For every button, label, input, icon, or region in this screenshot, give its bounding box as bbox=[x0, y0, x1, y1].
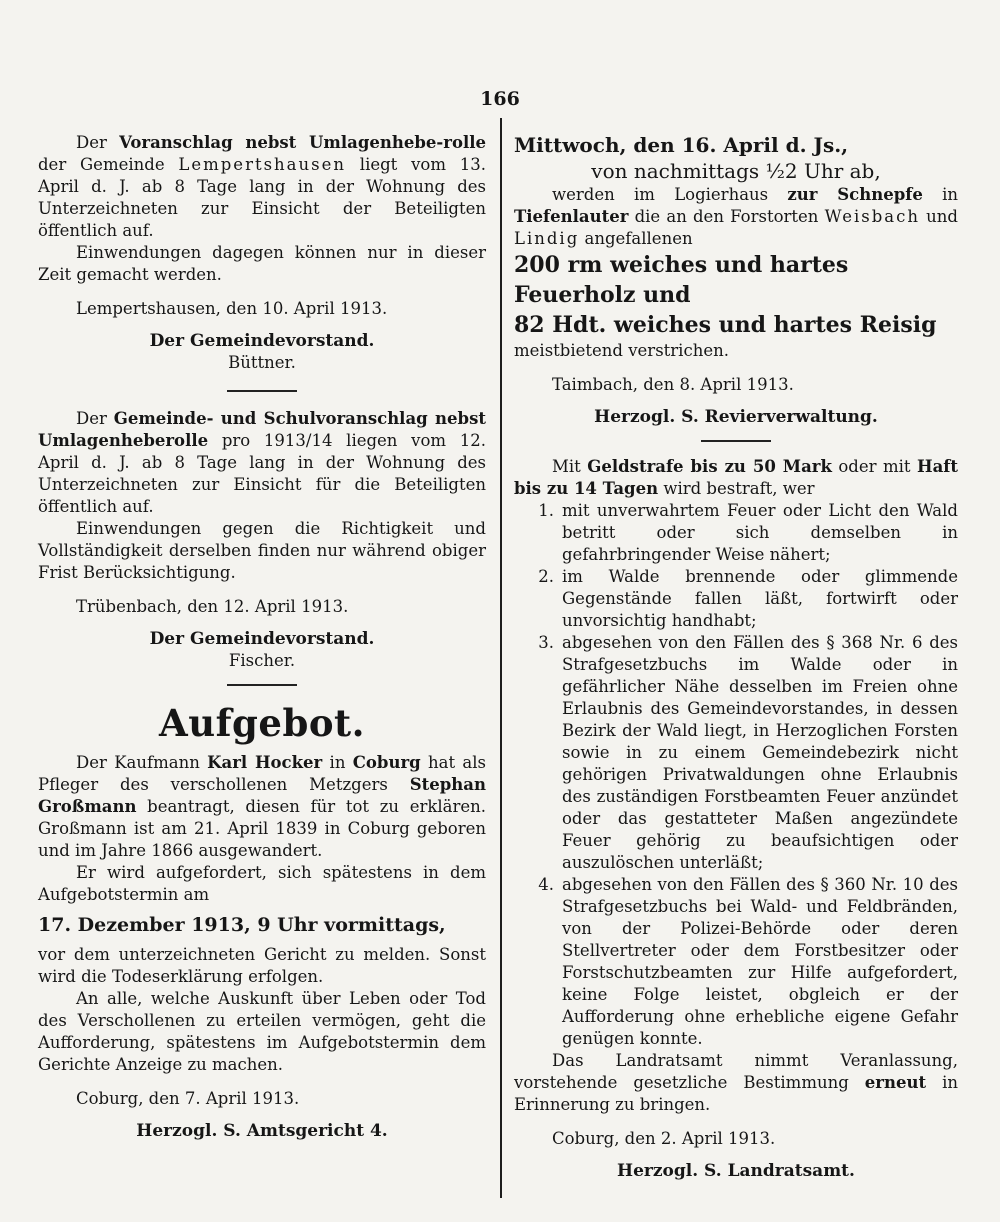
text: die an den Forstorten bbox=[628, 207, 825, 226]
text: in Erinnerung zu bringen. bbox=[514, 1073, 958, 1114]
person-name: Karl Hocker bbox=[207, 753, 323, 772]
call-text-continued: vor dem unterzeichneten Gericht zu melden. Sonst wird die Todeserklärung erfolgen. bbox=[38, 945, 486, 986]
text: pro 1913/14 liegen vom 12. April d. J. ab 8 Tage lang in der Wohnung des Unterzeichneten zur Einsicht für die Beteiligten öffentlich auf. bbox=[38, 431, 486, 516]
person-name: Stephan Großmann bbox=[38, 775, 486, 816]
auction-date: Mittwoch, den 16. April d. Js., bbox=[514, 133, 849, 157]
left-column bbox=[38, 132, 486, 1142]
text: der Gemeinde bbox=[38, 155, 179, 174]
signer: Büttner. bbox=[228, 353, 296, 372]
penalty-jail: Haft bis zu 14 Tagen bbox=[514, 457, 958, 498]
list-text: abgesehen von den Fällen des § 360 Nr. 10 des Strafgesetzbuchs bei Wald- und Feldbränden, von der Polizei-Behörde oder deren Stellvertreter oder dem Forstbesitzer oder Forstschutzbeamten zur Hilfe aufgefordert, keine Folge leistet, obgleich er der Aufforderung ohne erhebliche eigene Gefahr genügen konnte. bbox=[562, 875, 958, 1048]
list-item bbox=[514, 566, 958, 632]
notice-budget-truebenbach bbox=[38, 408, 486, 672]
list-text: im Walde brennende oder glimmende Gegenstände fallen läßt, fortwirft oder unvorsichtig handhabt; bbox=[562, 567, 958, 630]
text: angefallenen bbox=[579, 229, 693, 248]
authority: Herzogl. S. Landratsamt. bbox=[617, 1161, 855, 1181]
place-date: Lempertshausen, den 10. April 1913. bbox=[76, 299, 388, 318]
auction-terms: meistbietend verstrichen. bbox=[514, 341, 729, 360]
inn-name: zur Schnepfe bbox=[787, 185, 923, 204]
text: beantragt, diesen für tot zu erklären. Großmann ist am 21. April 1839 in Coburg geboren und im Jahre 1866 ausgewandert. bbox=[38, 797, 486, 860]
list-number: 2. bbox=[538, 567, 554, 586]
text: liegt vom 13. April d. J. ab 8 Tage lang in der Wohnung des Unterzeichneten zur Einsicht der Beteiligten öffentlich auf. bbox=[38, 155, 487, 240]
city-name: Coburg bbox=[352, 753, 421, 772]
section-rule bbox=[227, 684, 297, 686]
text: in bbox=[322, 753, 353, 772]
place-date: Trübenbach, den 12. April 1913. bbox=[76, 597, 349, 616]
authority: Herzogl. S. Revierverwaltung. bbox=[594, 407, 878, 427]
list-number: 3. bbox=[538, 633, 554, 652]
notice-body bbox=[514, 456, 958, 500]
emphasis: erneut bbox=[864, 1073, 927, 1092]
penalty-fine: Geldstrafe bis zu 50 Mark bbox=[587, 457, 832, 476]
auction-time: von nachmittags ½2 Uhr ab, bbox=[591, 159, 881, 183]
place-name: Tiefenlauter bbox=[514, 207, 629, 226]
wood-lot: 200 rm weiches und hartes Feuerholz und bbox=[514, 252, 849, 308]
objection-text: Einwendungen gegen die Richtigkeit und Vollständigkeit derselben finden nur während obiger Frist Berücksichtigung. bbox=[38, 519, 486, 582]
notice-body bbox=[38, 408, 486, 518]
section-rule bbox=[701, 440, 771, 442]
authority: Der Gemeindevorstand. bbox=[149, 331, 375, 351]
place-date: Coburg, den 7. April 1913. bbox=[76, 1089, 300, 1108]
place-date: Taimbach, den 8. April 1913. bbox=[552, 375, 794, 394]
call-text: Er wird aufgefordert, sich spätestens in dem Aufgebotstermin am bbox=[38, 863, 486, 904]
notice-budget-lempertshausen bbox=[38, 132, 486, 374]
text: werden im Logierhaus bbox=[552, 185, 788, 204]
page-number: 166 bbox=[480, 88, 520, 110]
closing-text bbox=[514, 1050, 958, 1116]
wood-lot: 82 Hdt. weiches und hartes Reisig bbox=[514, 312, 937, 338]
notice-headline: Aufgebot. bbox=[159, 701, 365, 745]
text: wird bestraft, wer bbox=[658, 479, 815, 498]
forest-name: Weisbach bbox=[824, 207, 920, 226]
text: Mit bbox=[552, 457, 588, 476]
notice-body bbox=[514, 184, 958, 250]
text: in bbox=[922, 185, 959, 204]
deadline-date: 17. Dezember 1913, 9 Uhr vormittags, bbox=[38, 914, 446, 936]
text: oder mit bbox=[831, 457, 917, 476]
text: Der Kaufmann bbox=[76, 753, 208, 772]
forest-name: Lindig bbox=[514, 229, 580, 248]
column-divider bbox=[500, 118, 502, 1198]
notice-body bbox=[38, 752, 486, 862]
text: hat als Pfleger des verschollenen Metzgers bbox=[38, 753, 486, 794]
list-text: abgesehen von den Fällen des § 368 Nr. 6 des Strafgesetzbuchs im Walde oder in gefährlicher Nähe desselben im Freien ohne Erlaubnis des Gemeindevorstandes, in dessen Bezirk der Wald liegt, in Herzoglichen Forsten sowie in zu einem Gemeindebezirk nicht gehörigen Privatwaldungen ohne Erlaubnis des zuständigen Forstbeamten Feuer anzündet oder das gestatteter Maßen angezündete Feuer gehörig zu beaufsichtigen oder auszulöschen unterläßt; bbox=[562, 633, 958, 872]
text: Der bbox=[76, 409, 114, 428]
authority: Herzogl. S. Amtsgericht 4. bbox=[136, 1121, 388, 1141]
notice-fire-penalty bbox=[514, 456, 958, 1182]
list-item bbox=[514, 500, 958, 566]
objection-text: Einwendungen dagegen können nur in dieser Zeit gemacht werden. bbox=[38, 243, 486, 284]
notice-title: Voranschlag nebst Umlagenhebe-rolle bbox=[119, 133, 486, 152]
place-name: Lempertshausen bbox=[178, 155, 347, 174]
notice-wood-auction bbox=[514, 132, 958, 428]
text: und bbox=[920, 207, 958, 226]
notice-title: Gemeinde- und Schulvoranschlag nebst Umlagenheberolle bbox=[38, 409, 486, 450]
signer: Fischer. bbox=[228, 651, 296, 670]
right-column bbox=[514, 132, 958, 1182]
text: Der bbox=[76, 133, 120, 152]
list-number: 1. bbox=[538, 501, 554, 520]
list-text: mit unverwahrtem Feuer oder Licht den Wald betritt oder sich demselben in gefahrbringender Weise nähert; bbox=[562, 501, 958, 564]
authority: Der Gemeindevorstand. bbox=[149, 629, 375, 649]
text: Das Landratsamt nimmt Veranlassung, vorstehende gesetzliche Bestimmung bbox=[514, 1051, 958, 1092]
notice-aufgebot bbox=[38, 700, 486, 1142]
list-item bbox=[514, 632, 958, 874]
list-item bbox=[514, 874, 958, 1050]
appeal-text: An alle, welche Auskunft über Leben oder Tod des Verschollenen zu erteilen vermögen, geht die Aufforderung, spätestens im Aufgebotstermin dem Gerichte Anzeige zu machen. bbox=[38, 989, 486, 1074]
list-number: 4. bbox=[538, 875, 554, 894]
place-date: Coburg, den 2. April 1913. bbox=[552, 1129, 776, 1148]
notice-body bbox=[38, 132, 486, 242]
section-rule bbox=[227, 390, 297, 392]
